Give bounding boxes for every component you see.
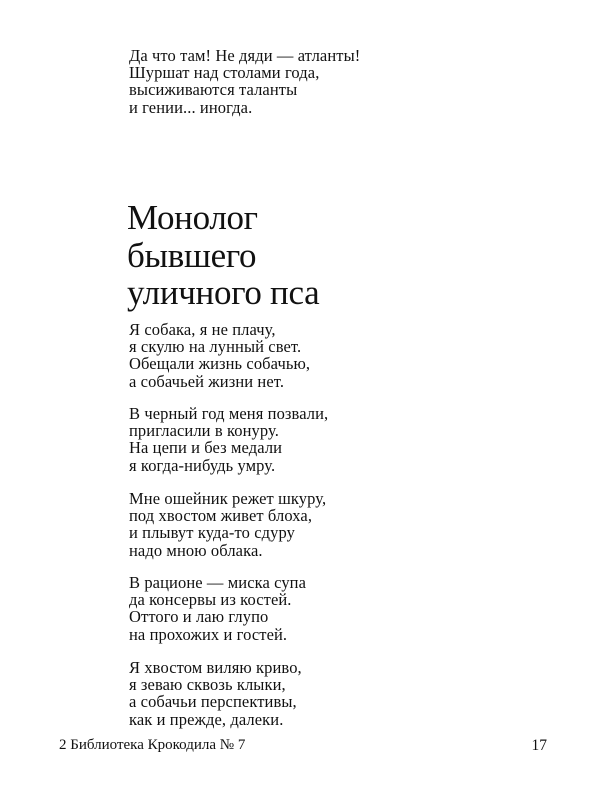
verse-line: на прохожих и гостей. (129, 624, 288, 644)
verse-line: как и прежде, далеки. (129, 709, 284, 729)
stanza-4 (129, 574, 306, 643)
verse-line: и гении... иногда. (129, 97, 253, 117)
verse-line: а собачьи перспективы, (129, 692, 297, 712)
verse-line: я скулю на лунный свет. (129, 337, 302, 357)
printer-signature: 2 Библиотека Крокодила № 7 (59, 737, 246, 753)
stanza-1 (129, 321, 310, 390)
verse-line: высиживаются таланты (129, 80, 298, 100)
verse-line: Да что там! Не дяди — атланты! (129, 46, 361, 65)
verse-line: Оттого и лаю глупо (129, 607, 269, 627)
verse-line: Мне ошейник режет шкуру, (129, 489, 327, 508)
verse-line: я когда-нибудь умру. (129, 455, 276, 475)
verse-line: Я хвостом виляю криво, (129, 658, 302, 677)
title-line: бывшего (127, 235, 257, 275)
verse-line: да консервы из костей. (129, 590, 292, 610)
verse-line: а собачьей жизни нет. (129, 371, 285, 391)
verse-line: На цепи и без медали (129, 438, 283, 458)
verse-line: В рационе — миска супа (129, 573, 307, 592)
title-line: Монолог (127, 198, 258, 237)
verse-line: и плывут куда-то сдуру (129, 523, 295, 543)
verse-line: Я собака, я не плачу, (129, 320, 276, 339)
verse-line: Обещали жизнь собачью, (129, 354, 311, 374)
stanza-2 (129, 405, 328, 474)
title-line: уличного пса (127, 273, 320, 312)
verse-line: Шуршат над столами года, (129, 63, 320, 83)
verse-line: пригласили в конуру. (129, 421, 279, 441)
verse-line: я зеваю сквозь клыки, (129, 675, 286, 695)
page-number: 17 (531, 737, 547, 754)
poem-title (127, 199, 319, 312)
stanza-3 (129, 490, 326, 559)
verse-line: надо мною облака. (129, 540, 263, 560)
previous-poem-ending (129, 47, 360, 116)
verse-line: под хвостом живет блоха, (129, 506, 313, 526)
stanza-5 (129, 659, 302, 728)
verse-line: В черный год меня позвали, (129, 404, 329, 423)
